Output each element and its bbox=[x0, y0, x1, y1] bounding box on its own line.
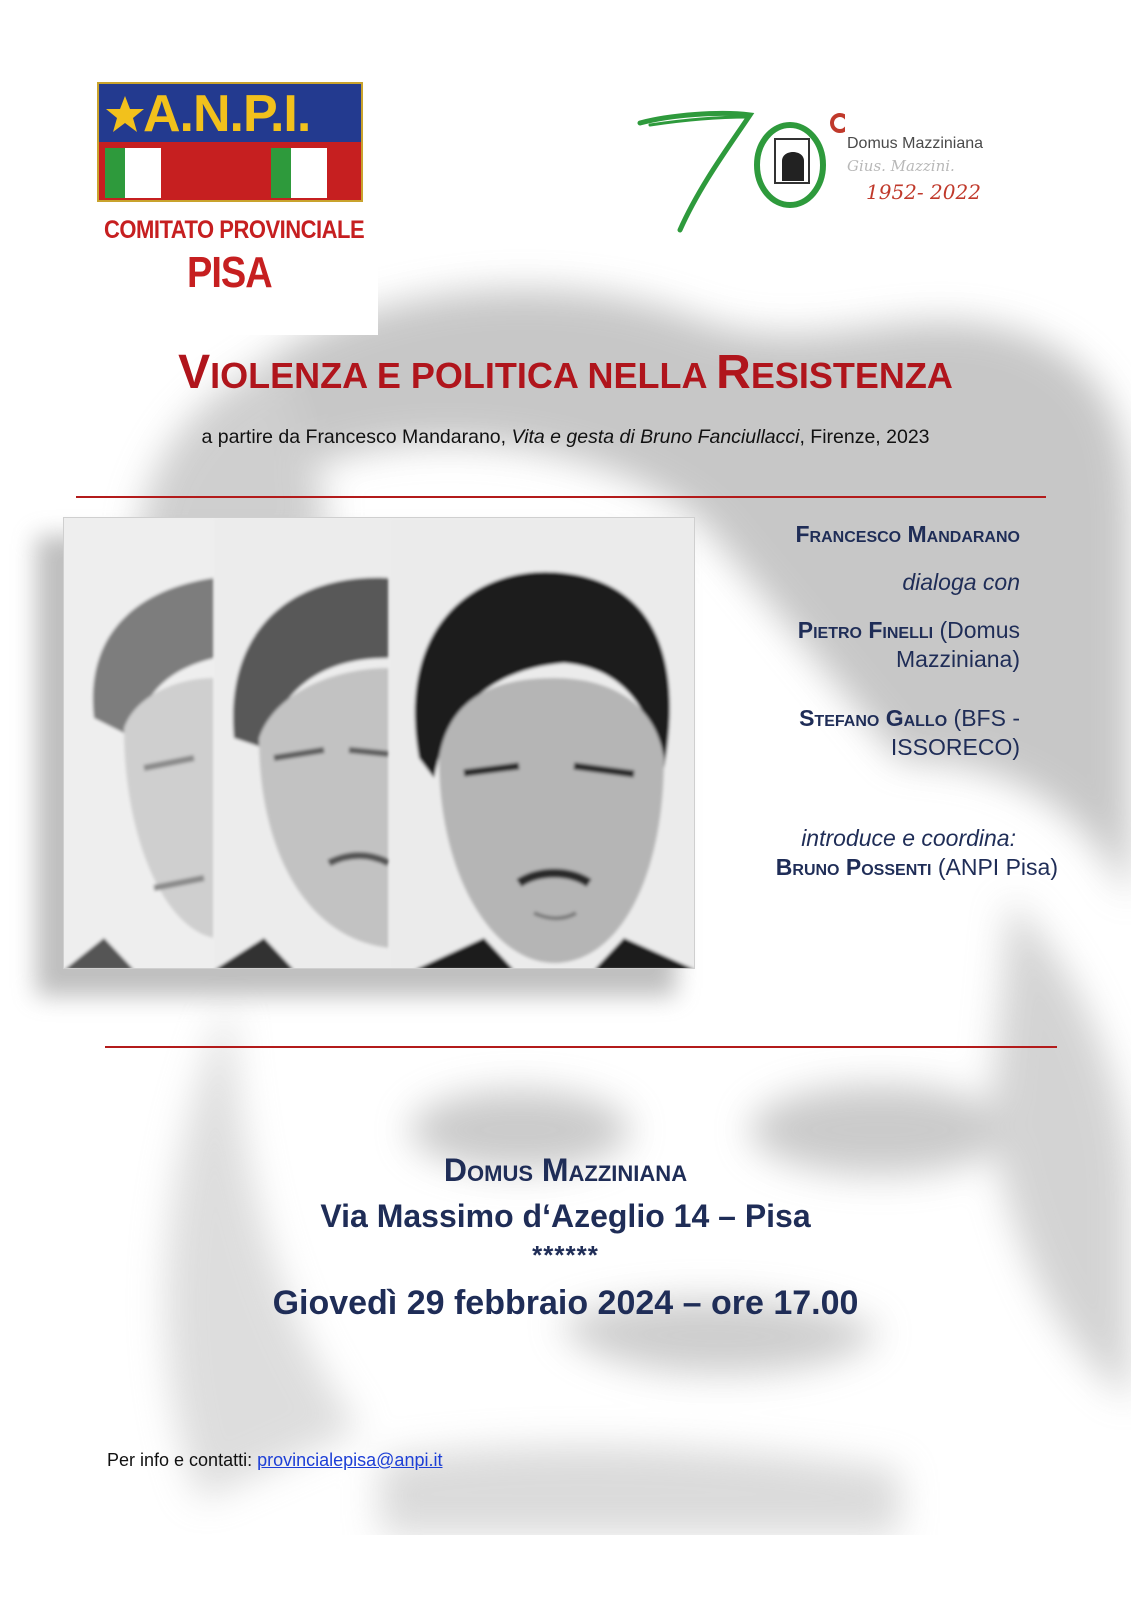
divider-bottom bbox=[105, 1046, 1057, 1048]
venue-name: Domus Mazziniana bbox=[443, 1152, 688, 1188]
guest-1-affiliation-a: (Domus bbox=[933, 617, 1020, 643]
subtitle-suffix: , Firenze, 2023 bbox=[799, 426, 930, 448]
italian-flag-stripe-right bbox=[271, 148, 361, 198]
title-initial-3: R bbox=[716, 346, 751, 399]
guest-1-affiliation-b: Mazziniana) bbox=[896, 646, 1020, 672]
contact-email-link[interactable]: provincialepisa@anpi.it bbox=[257, 1450, 443, 1470]
guest-1-name: Pietro Finelli bbox=[797, 617, 934, 643]
event-title bbox=[0, 345, 1131, 400]
moderator bbox=[690, 853, 1058, 882]
seventy-number bbox=[630, 105, 845, 245]
moderator-name: Bruno Possenti bbox=[775, 854, 932, 880]
anpi-name: A.N.P.I. bbox=[143, 85, 311, 143]
divider-top bbox=[76, 496, 1046, 498]
page-bottom-margin bbox=[0, 1535, 1131, 1600]
anniversary-years: 1952- 2022 bbox=[866, 180, 981, 204]
venue-block bbox=[0, 1150, 1131, 1326]
guest-2 bbox=[700, 704, 1020, 762]
mazzini-signature: Gius. Mazzini. bbox=[847, 157, 955, 175]
title-word-1: IOLENZA bbox=[210, 355, 367, 396]
anpi-logo bbox=[97, 82, 363, 202]
event-date: Giovedì 29 febbraio 2024 – ore 17.00 bbox=[272, 1284, 859, 1322]
guest-2-affiliation-a: (BFS - bbox=[947, 705, 1020, 731]
title-words-2: E POLITICA NELLA bbox=[376, 355, 707, 396]
anpi-banner bbox=[97, 82, 363, 202]
title-initial-1: V bbox=[178, 346, 211, 399]
subtitle-prefix: a partire da Francesco Mandarano, bbox=[201, 426, 512, 448]
event-subtitle bbox=[0, 426, 1131, 449]
domus-logo-label: Domus Mazziniana bbox=[847, 135, 984, 152]
guest-2-name: Stefano Gallo bbox=[799, 705, 948, 731]
contact-label: Per info e contatti: bbox=[107, 1450, 258, 1470]
main-speaker bbox=[700, 520, 1020, 549]
star-icon bbox=[105, 94, 145, 134]
moderator-label: introduce e coordina: bbox=[801, 825, 1016, 851]
anpi-committee-label: COMITATO PROVINCIALE bbox=[104, 215, 365, 244]
portrait-triptych bbox=[63, 517, 695, 969]
portrait-illustration bbox=[64, 518, 695, 969]
guest-2-affiliation-b: ISSORECO) bbox=[890, 734, 1020, 760]
title-word-3: ESISTENZA bbox=[750, 355, 953, 396]
speakers-block bbox=[700, 520, 1020, 762]
venue-separator: ****** bbox=[532, 1240, 599, 1270]
anpi-city-label: PISA bbox=[187, 249, 272, 298]
domus-70-logo bbox=[630, 105, 1020, 245]
contact-footer bbox=[107, 1450, 442, 1471]
guest-1 bbox=[700, 616, 1020, 674]
dialogue-label: dialoga con bbox=[902, 569, 1020, 595]
italian-flag-stripe-left bbox=[105, 148, 195, 198]
main-speaker-name: Francesco Mandarano bbox=[795, 521, 1020, 547]
moderator-affiliation: (ANPI Pisa) bbox=[931, 854, 1058, 880]
book-title: Vita e gesta di Bruno Fanciullacci bbox=[511, 426, 800, 448]
venue-address: Via Massimo d‘Azeglio 14 – Pisa bbox=[320, 1198, 811, 1234]
